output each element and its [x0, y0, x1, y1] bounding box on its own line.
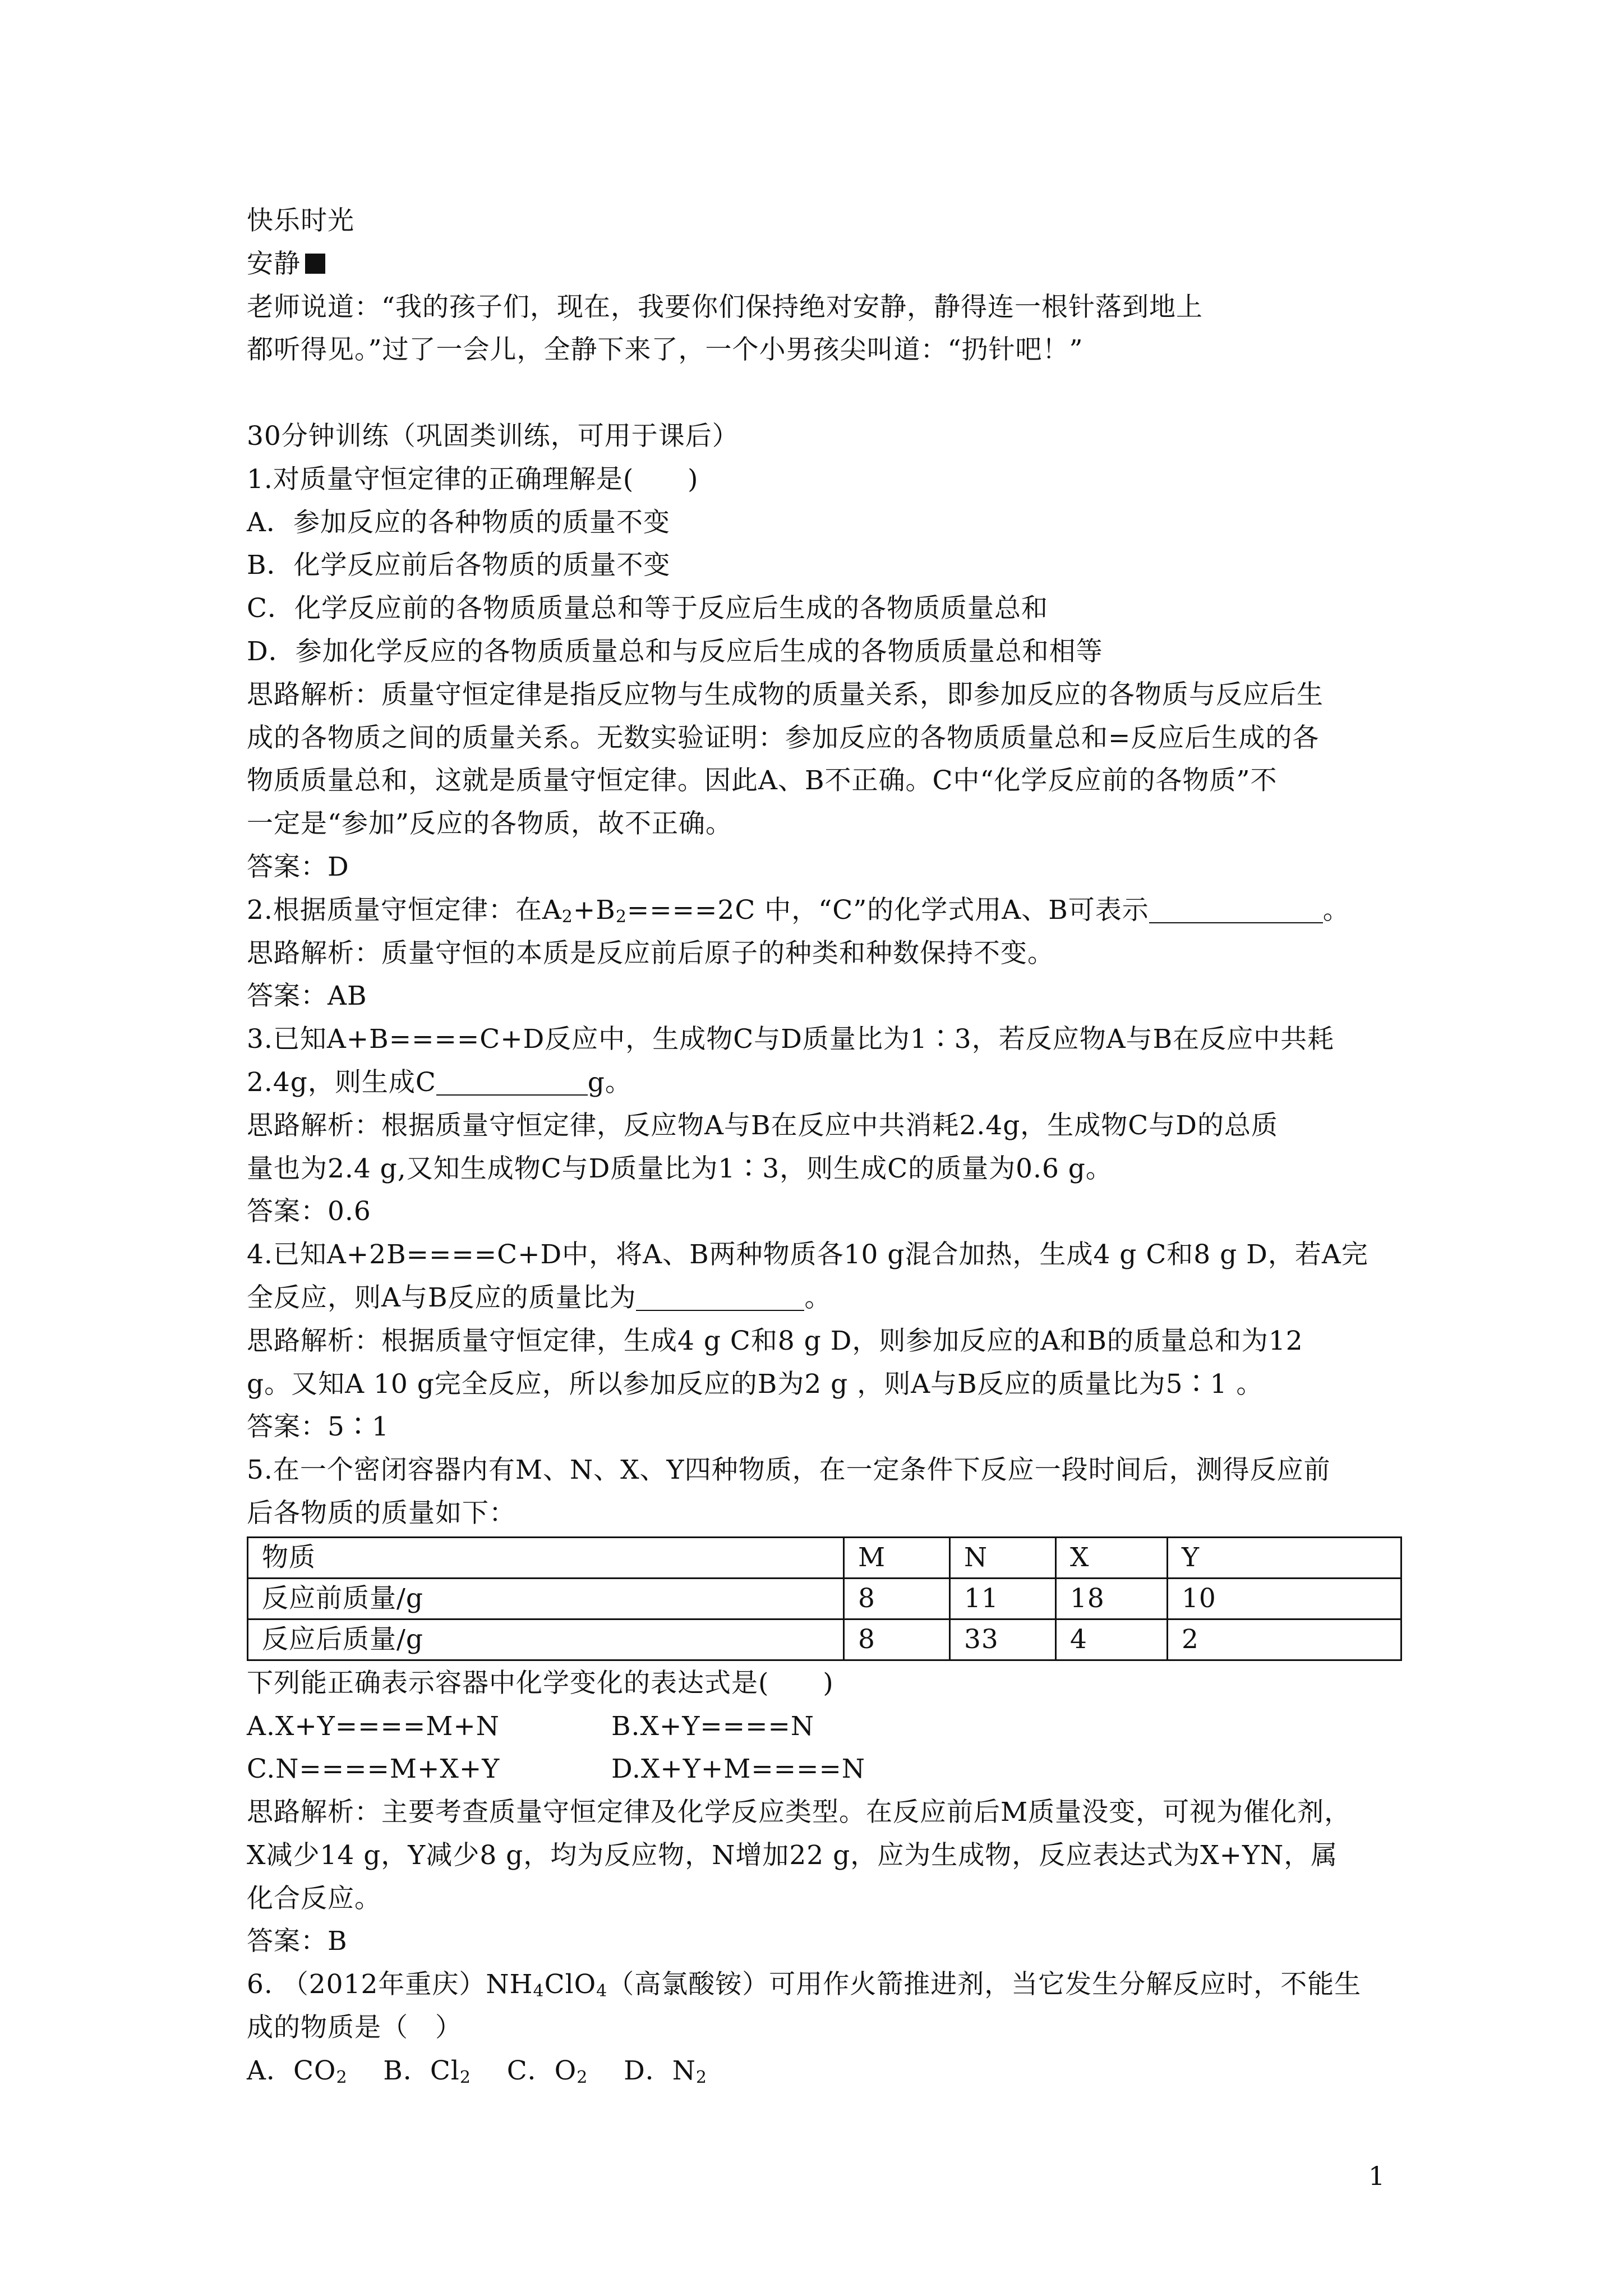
table-row [248, 1578, 1401, 1619]
table-cell: 33 [950, 1619, 1056, 1660]
q5-option-d: D.X+Y+M====N [611, 1754, 865, 1785]
q1-option-a: A．参加反应的各种物质的质量不变 [247, 507, 670, 538]
q1-stem: 1.对质量守恒定律的正确理解是( ) [247, 463, 699, 495]
joke-line: 都听得见。”过了一会儿，全静下来了，一个小男孩尖叫道：“扔针吧！” [247, 334, 1083, 366]
table-cell: 8 [844, 1619, 950, 1660]
table-cell: 8 [844, 1578, 950, 1619]
q5-stem: 5.在一个密闭容器内有M、N、X、Y四种物质，在一定条件下反应一段时间后，测得反应前 [247, 1455, 1331, 1486]
q1-analysis-line: 物质质量总和，这就是质量守恒定律。因此A、B不正确。C中“化学反应前的各物质”不 [247, 765, 1278, 797]
q6-stem: 成的物质是（ ） [247, 2012, 462, 2044]
q5-analysis-line: 思路解析：主要考查质量守恒定律及化学反应类型。在反应前后M质量没变，可视为催化剂， [247, 1797, 1352, 1828]
mass-table [247, 1536, 1402, 1661]
q4-analysis-line: 思路解析：根据质量守恒定律，生成4 g C和8 g D，则参加反应的A和B的质量总和为12 [247, 1325, 1303, 1356]
q6-option-d: D．$N_2$ [624, 2055, 707, 2087]
table-header-cell: 物质 [248, 1537, 844, 1578]
black-square-icon [305, 254, 325, 274]
section-title: 30分钟训练（巩固类训练，可用于课后） [247, 420, 739, 452]
q5-options-row [247, 1748, 1402, 1791]
q2-analysis: 思路解析：质量守恒的本质是反应前后原子的种类和种数保持不变。 [247, 937, 1054, 969]
table-cell: 11 [950, 1578, 1056, 1619]
joke-heading: 快乐时光 [247, 205, 354, 236]
q1-option-b: B．化学反应前后各物质的质量不变 [247, 550, 671, 581]
table-header-row [248, 1537, 1401, 1578]
q5-answer: 答案：B [247, 1926, 348, 1957]
q5-option-a: A.X+Y====M+N [247, 1710, 500, 1742]
q4-stem: 全反应，则A与B反应的质量比为 。 [247, 1277, 1402, 1320]
q6-option-a: A．$CO_2$ [247, 2055, 348, 2087]
q1-analysis-line: 思路解析：质量守恒定律是指反应物与生成物的质量关系，即参加反应的各物质与反应后生 [247, 679, 1324, 710]
q3-answer: 答案：0.6 [247, 1196, 371, 1227]
q1-option-d: D．参加化学反应的各物质质量总和与反应后生成的各物质质量总和相等 [247, 636, 1103, 667]
q5-option-c: C.N====M+X+Y [247, 1754, 500, 1785]
q6-option-b: B．$Cl_2$ [383, 2055, 471, 2087]
table-cell: 2 [1168, 1619, 1401, 1660]
q4-stem: 4.已知A+2B====C+D中，将A、B两种物质各10 g混合加热，生成4 g C和8 g D，若A完 [247, 1239, 1368, 1271]
q5-question: 下列能正确表示容器中化学变化的表达式是( ) [247, 1667, 834, 1699]
q4-analysis-line: g。又知A 10 g完全反应，所以参加反应的B为2 g ，则A与B反应的质量比为5∶1 。 [247, 1368, 1264, 1400]
q3-stem: 2.4g，则生成C g。 [247, 1061, 1402, 1105]
q6-options-row [247, 2050, 1402, 2093]
document-body [247, 200, 1402, 2093]
q1-analysis-line: 成的各物质之间的质量关系。无数实验证明：参加反应的各物质质量总和=反应后生成的各 [247, 722, 1320, 753]
q5-option-b: B.X+Y====N [611, 1710, 814, 1742]
q6-stem: 6. （2012年重庆）$NH_4ClO_4$（高氯酸铵）可用作火箭推进剂，当它发生分解反应时，不能生 [247, 1969, 1362, 2001]
q6-option-c: C．$O_2$ [506, 2055, 588, 2087]
table-header-cell: X [1056, 1537, 1168, 1578]
table-row [248, 1619, 1401, 1660]
q5-analysis-line: 化合反应。 [247, 1883, 381, 1914]
q5-stem: 后各物质的质量如下： [247, 1497, 516, 1529]
q1-option-c: C．化学反应前的各物质质量总和等于反应后生成的各物质质量总和 [247, 593, 1048, 624]
table-cell: 反应后质量/g [248, 1619, 844, 1660]
page-number: 1 [1368, 2161, 1385, 2191]
table-header-cell: N [950, 1537, 1056, 1578]
table-cell: 18 [1056, 1578, 1168, 1619]
q2-answer: 答案：AB [247, 981, 367, 1012]
table-header-cell: Y [1168, 1537, 1401, 1578]
joke-line: 老师说道：“我的孩子们，现在，我要你们保持绝对安静，静得连一根针落到地上 [247, 291, 1204, 323]
q2-answer-blank[interactable] [1149, 893, 1323, 923]
q4-answer: 答案：5∶1 [247, 1411, 389, 1443]
table-cell: 4 [1056, 1619, 1168, 1660]
q1-answer: 答案：D [247, 851, 349, 882]
spacer [247, 372, 1402, 415]
q5-analysis-line: X减少14 g，Y减少8 g，均为反应物，N增加22 g，应为生成物，反应表达式为X+YN，属 [247, 1839, 1338, 1871]
q3-analysis-line: 量也为2.4 g,又知生成物C与D质量比为1∶3，则生成C的质量为0.6 g。 [247, 1153, 1113, 1184]
table-cell: 反应前质量/g [248, 1578, 844, 1619]
q2-stem: 2.根据质量守恒定律：在$A_2+B_2====2C$ 中，“C”的化学式用A、B可表示 。 [247, 889, 1402, 932]
table-header-cell: M [844, 1537, 950, 1578]
q3-stem: 3.已知A+B====C+D反应中，生成物C与D质量比为1∶3，若反应物A与B在反应中共耗 [247, 1024, 1335, 1055]
joke-title: 安静 [247, 243, 1402, 286]
q3-answer-blank[interactable] [436, 1065, 588, 1096]
q3-analysis-line: 思路解析：根据质量守恒定律，反应物A与B在反应中共消耗2.4g，生成物C与D的总质 [247, 1110, 1278, 1141]
q1-analysis-line: 一定是“参加”反应的各物质，故不正确。 [247, 808, 733, 840]
q5-options-row [247, 1705, 1402, 1749]
table-cell: 10 [1168, 1578, 1401, 1619]
q4-answer-blank[interactable] [636, 1281, 804, 1311]
